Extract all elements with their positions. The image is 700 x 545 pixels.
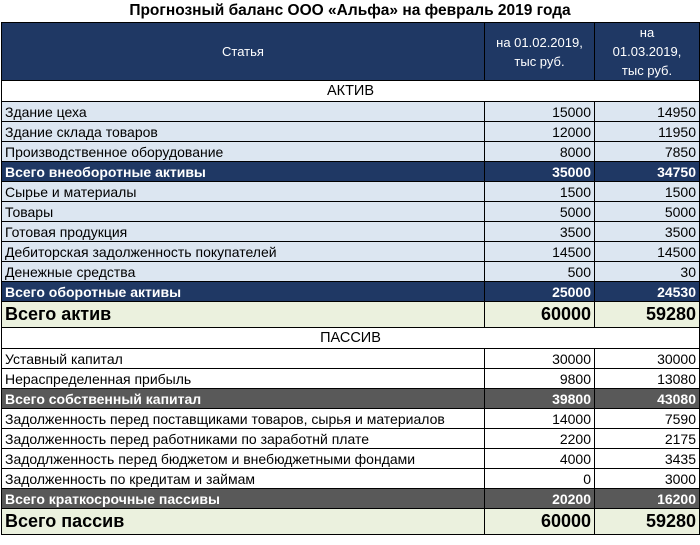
row-value-date-1: 14500 (485, 242, 595, 262)
header-date-2 (595, 23, 700, 81)
table-row (2, 429, 700, 449)
row-value-date-1: 39800 (485, 389, 595, 409)
equity-total-row (2, 389, 700, 409)
row-label: Денежные средства (2, 262, 485, 282)
table-row (2, 449, 700, 469)
row-value-date-1: 1500 (485, 182, 595, 202)
row-value-date-2: 3500 (595, 222, 700, 242)
row-label: Уставный капитал (2, 349, 485, 369)
header-date-1 (485, 23, 595, 81)
table-row (2, 202, 700, 222)
row-label: Всего актив (2, 302, 485, 328)
row-value-date-1: 60000 (485, 302, 595, 328)
row-label: Готовая продукция (2, 222, 485, 242)
header-date-2-line-2: 01.03.2019, (612, 44, 682, 59)
table-row (2, 222, 700, 242)
balance-table (1, 22, 700, 535)
table-row (2, 102, 700, 122)
row-label: Задолженность перед работниками по заработнй плате (2, 429, 485, 449)
row-value-date-1: 500 (485, 262, 595, 282)
table-header-row (2, 23, 700, 81)
table-row (2, 182, 700, 202)
header-article: Статья (2, 23, 485, 81)
row-label: Дебиторская задолженность покупателей (2, 242, 485, 262)
table-row (2, 469, 700, 489)
section-label-liabilities: ПАССИВ (2, 328, 700, 349)
row-value-date-1: 2200 (485, 429, 595, 449)
row-label: Задолженность перед поставщиками товаров, сырья и материалов (2, 409, 485, 429)
row-value-date-2: 59280 (595, 509, 700, 535)
table-row (2, 242, 700, 262)
row-label: Здание склада товаров (2, 122, 485, 142)
row-label: Здание цеха (2, 102, 485, 122)
row-label: Сырье и материалы (2, 182, 485, 202)
row-value-date-1: 12000 (485, 122, 595, 142)
row-value-date-1: 8000 (485, 142, 595, 162)
table-row (2, 369, 700, 389)
noncurrent-assets-total-row (2, 162, 700, 182)
row-value-date-2: 14950 (595, 102, 700, 122)
row-value-date-2: 2175 (595, 429, 700, 449)
section-label-assets: АКТИВ (2, 81, 700, 102)
row-value-date-2: 3000 (595, 469, 700, 489)
row-value-date-2: 43080 (595, 389, 700, 409)
row-value-date-1: 30000 (485, 349, 595, 369)
section-row-assets (2, 81, 700, 102)
row-value-date-1: 25000 (485, 282, 595, 302)
row-value-date-2: 34750 (595, 162, 700, 182)
row-value-date-1: 5000 (485, 202, 595, 222)
row-label: Всего собственный капитал (2, 389, 485, 409)
row-value-date-1: 15000 (485, 102, 595, 122)
row-label: Всего краткосрочные пассивы (2, 489, 485, 509)
row-value-date-2: 5000 (595, 202, 700, 222)
row-value-date-1: 9800 (485, 369, 595, 389)
row-value-date-2: 7850 (595, 142, 700, 162)
row-label: Производственное оборудование (2, 142, 485, 162)
liabilities-grand-total-row (2, 509, 700, 535)
section-row-liabilities (2, 328, 700, 349)
row-value-date-1: 4000 (485, 449, 595, 469)
table-row (2, 349, 700, 369)
row-value-date-1: 60000 (485, 509, 595, 535)
row-value-date-1: 14000 (485, 409, 595, 429)
row-value-date-2: 30 (595, 262, 700, 282)
row-value-date-2: 13080 (595, 369, 700, 389)
row-value-date-1: 20200 (485, 489, 595, 509)
row-value-date-2: 59280 (595, 302, 700, 328)
row-label: Всего пассив (2, 509, 485, 535)
row-value-date-1: 3500 (485, 222, 595, 242)
header-date-2-line-3: тыс руб. (621, 63, 673, 78)
row-value-date-2: 3435 (595, 449, 700, 469)
table-row (2, 142, 700, 162)
assets-grand-total-row (2, 302, 700, 328)
current-assets-total-row (2, 282, 700, 302)
row-value-date-2: 24530 (595, 282, 700, 302)
row-value-date-2: 14500 (595, 242, 700, 262)
header-date-2-line-1: на (639, 25, 655, 40)
table-row (2, 262, 700, 282)
table-row (2, 409, 700, 429)
table-row (2, 122, 700, 142)
header-date-1-line-2: тыс руб. (514, 53, 565, 69)
shortterm-liabilities-total-row (2, 489, 700, 509)
row-value-date-2: 11950 (595, 122, 700, 142)
header-date-1-line-1: на 01.02.2019, (496, 34, 583, 50)
row-label: Всего оборотные активы (2, 282, 485, 302)
row-value-date-1: 35000 (485, 162, 595, 182)
row-value-date-2: 1500 (595, 182, 700, 202)
row-value-date-2: 16200 (595, 489, 700, 509)
row-label: Задолженность по кредитам и займам (2, 469, 485, 489)
page-title: Прогнозный баланс ООО «Альфа» на февраль 2019 года (129, 2, 571, 19)
row-value-date-2: 30000 (595, 349, 700, 369)
row-label: Всего внеоборотные активы (2, 162, 485, 182)
row-label: Нераспределенная прибыль (2, 369, 485, 389)
row-label: Задодлженность перед бюджетом и внебюджетными фондами (2, 449, 485, 469)
row-value-date-2: 7590 (595, 409, 700, 429)
row-label: Товары (2, 202, 485, 222)
row-value-date-1: 0 (485, 469, 595, 489)
